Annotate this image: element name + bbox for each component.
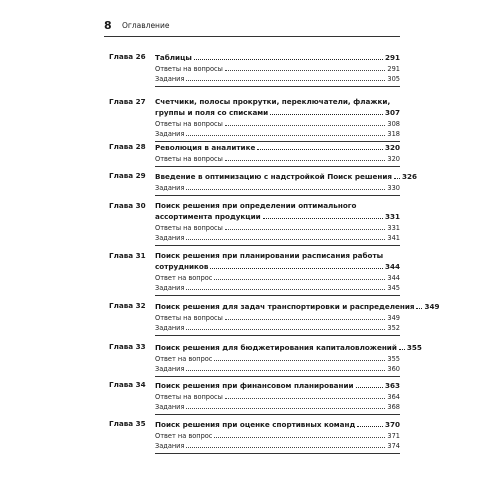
toc-subentry[interactable]: [155, 431, 400, 441]
subentry-page-number: 355: [387, 355, 400, 363]
dot-leader: [194, 52, 383, 60]
dot-leader: [394, 171, 400, 179]
dot-leader: [225, 64, 386, 71]
chapter-label: Глава 27: [109, 97, 146, 106]
subentry-page-number: 345: [387, 284, 400, 292]
toc-subentry[interactable]: [155, 323, 400, 333]
chapter-title-line[interactable]: [155, 107, 400, 118]
chapter-label: Глава 26: [109, 52, 146, 61]
dot-leader: [399, 342, 405, 350]
chapter-title-text: ассортимента продукции: [155, 212, 261, 221]
section-divider: [155, 335, 400, 336]
toc-subentry[interactable]: [155, 273, 400, 283]
subentry-page-number: 371: [387, 432, 400, 440]
dot-leader: [186, 283, 385, 290]
subentry-label: Ответ на вопрос: [155, 355, 213, 363]
subentry-label: Ответы на вопросы: [155, 224, 223, 232]
chapter-title-line[interactable]: [155, 211, 400, 222]
dot-leader: [186, 183, 385, 190]
chapter-page-number: 307: [384, 108, 400, 117]
section-divider: [155, 166, 400, 167]
chapter-title-line[interactable]: [155, 251, 400, 261]
toc-subentry[interactable]: [155, 223, 400, 233]
toc-subentry[interactable]: [155, 74, 400, 84]
subentry-label: Ответы на вопросы: [155, 393, 223, 401]
dot-leader: [225, 119, 386, 126]
chapter-title-line[interactable]: [155, 142, 400, 153]
page-number: 8: [104, 19, 112, 32]
chapter-page-number: 355: [406, 343, 422, 352]
chapter-title-line[interactable]: [155, 342, 422, 353]
subentry-label: Задания: [155, 324, 185, 332]
subentry-label: Задания: [155, 184, 185, 192]
dot-leader: [214, 273, 385, 280]
toc-subentry[interactable]: [155, 233, 400, 243]
chapter-page-number: 370: [384, 420, 400, 429]
dot-leader: [357, 419, 383, 427]
chapter-page-number: 363: [384, 381, 400, 390]
toc-subentry[interactable]: [155, 183, 400, 193]
chapter-title-line[interactable]: [155, 301, 440, 312]
dot-leader: [186, 323, 385, 330]
subentry-page-number: 349: [387, 314, 400, 322]
chapter-title-text: Таблицы: [155, 53, 192, 62]
chapter-page-number: 320: [384, 143, 400, 152]
subentry-label: Задания: [155, 442, 185, 450]
subentry-label: Ответы на вопросы: [155, 65, 223, 73]
subentry-page-number: 308: [387, 120, 400, 128]
subentry-label: Задания: [155, 284, 185, 292]
chapter-label: Глава 35: [109, 419, 146, 428]
dot-leader: [270, 107, 383, 115]
toc-subentry[interactable]: [155, 283, 400, 293]
chapter-page-number: 349: [424, 302, 440, 311]
chapter-title-text: Поиск решения при планировании расписания работы: [155, 251, 384, 260]
subentry-page-number: 291: [387, 65, 400, 73]
chapter-title-text: сотрудников: [155, 262, 209, 271]
chapter-label: Глава 29: [109, 171, 146, 180]
subentry-page-number: 330: [387, 184, 400, 192]
chapter-title-line[interactable]: [155, 380, 400, 391]
chapter-title-line[interactable]: [155, 52, 400, 63]
chapter-label: Глава 33: [109, 342, 146, 351]
subentry-page-number: 364: [387, 393, 400, 401]
chapter-title-text: Поиск решения при оценке спортивных команд: [155, 420, 356, 429]
section-divider: [155, 86, 400, 87]
subentry-page-number: 331: [387, 224, 400, 232]
dot-leader: [186, 129, 385, 136]
chapter-title-text: Революция в аналитике: [155, 143, 256, 152]
chapter-title-text: группы и поля со списками: [155, 108, 269, 117]
subentry-page-number: 344: [387, 274, 400, 282]
subentry-label: Ответы на вопросы: [155, 314, 223, 322]
dot-leader: [214, 354, 385, 361]
dot-leader: [225, 223, 386, 230]
toc-subentry[interactable]: [155, 392, 400, 402]
section-divider: [155, 245, 400, 246]
chapter-title-text: Поиск решения для бюджетирования капиталовложений: [155, 343, 397, 352]
subentry-page-number: 368: [387, 403, 400, 411]
section-divider: [155, 295, 400, 296]
subentry-page-number: 320: [387, 155, 400, 163]
section-divider: [155, 195, 400, 196]
subentry-label: Задания: [155, 403, 185, 411]
dot-leader: [416, 301, 422, 309]
dot-leader: [186, 441, 385, 448]
dot-leader: [225, 313, 386, 320]
toc-subentry[interactable]: [155, 364, 400, 374]
toc-subentry[interactable]: [155, 441, 400, 451]
dot-leader: [186, 74, 385, 81]
chapter-title-text: Поиск решения для задач транспортировки и распределения: [155, 302, 415, 311]
chapter-page-number: 344: [384, 262, 400, 271]
subentry-label: Задания: [155, 75, 185, 83]
chapter-title-text: Счетчики, полосы прокрутки, переключатели, флажки,: [155, 97, 391, 106]
chapter-page-number: 326: [401, 172, 417, 181]
section-divider: [155, 414, 400, 415]
toc-subentry[interactable]: [155, 64, 400, 74]
chapter-page-number: 291: [384, 53, 400, 62]
chapter-label: Глава 32: [109, 301, 146, 310]
subentry-page-number: 305: [387, 75, 400, 83]
subentry-label: Задания: [155, 130, 185, 138]
subentry-label: Ответы на вопросы: [155, 155, 223, 163]
toc-subentry[interactable]: [155, 354, 400, 364]
chapter-page-number: 331: [384, 212, 400, 221]
subentry-page-number: 341: [387, 234, 400, 242]
dot-leader: [225, 392, 386, 399]
dot-leader: [356, 380, 383, 388]
toc-subentry[interactable]: [155, 154, 400, 164]
dot-leader: [186, 402, 385, 409]
chapter-label: Глава 30: [109, 201, 146, 210]
dot-leader: [214, 431, 385, 438]
chapter-title-line[interactable]: [155, 419, 400, 430]
dot-leader: [257, 142, 383, 150]
chapter-title-line[interactable]: [155, 171, 417, 182]
dot-leader: [210, 261, 383, 269]
chapter-title-line[interactable]: [155, 97, 400, 107]
subentry-page-number: 360: [387, 365, 400, 373]
chapter-title-text: Поиск решения при финансовом планировании: [155, 381, 354, 390]
chapter-title-line[interactable]: [155, 201, 400, 211]
toc-subentry[interactable]: [155, 313, 400, 323]
header-title: Оглавление: [122, 21, 170, 30]
section-divider: [155, 453, 400, 454]
subentry-label: Задания: [155, 365, 185, 373]
toc-subentry[interactable]: [155, 129, 400, 139]
subentry-page-number: 374: [387, 442, 400, 450]
chapter-label: Глава 34: [109, 380, 146, 389]
subentry-label: Ответы на вопросы: [155, 120, 223, 128]
dot-leader: [263, 211, 383, 219]
subentry-label: Ответ на вопрос: [155, 432, 213, 440]
dot-leader: [225, 154, 386, 161]
chapter-title-text: Введение в оптимизацию с надстройкой Поиск решения: [155, 172, 392, 181]
chapter-label: Глава 28: [109, 142, 146, 151]
subentry-page-number: 318: [387, 130, 400, 138]
toc-subentry[interactable]: [155, 402, 400, 412]
subentry-page-number: 352: [387, 324, 400, 332]
chapter-label: Глава 31: [109, 251, 146, 260]
section-divider: [155, 376, 400, 377]
subentry-label: Задания: [155, 234, 185, 242]
chapter-title-text: Поиск решения при определении оптимального: [155, 201, 357, 210]
dot-leader: [186, 233, 385, 240]
dot-leader: [186, 364, 385, 371]
toc-subentry[interactable]: [155, 119, 400, 129]
subentry-label: Ответ на вопрос: [155, 274, 213, 282]
chapter-title-line[interactable]: [155, 261, 400, 272]
